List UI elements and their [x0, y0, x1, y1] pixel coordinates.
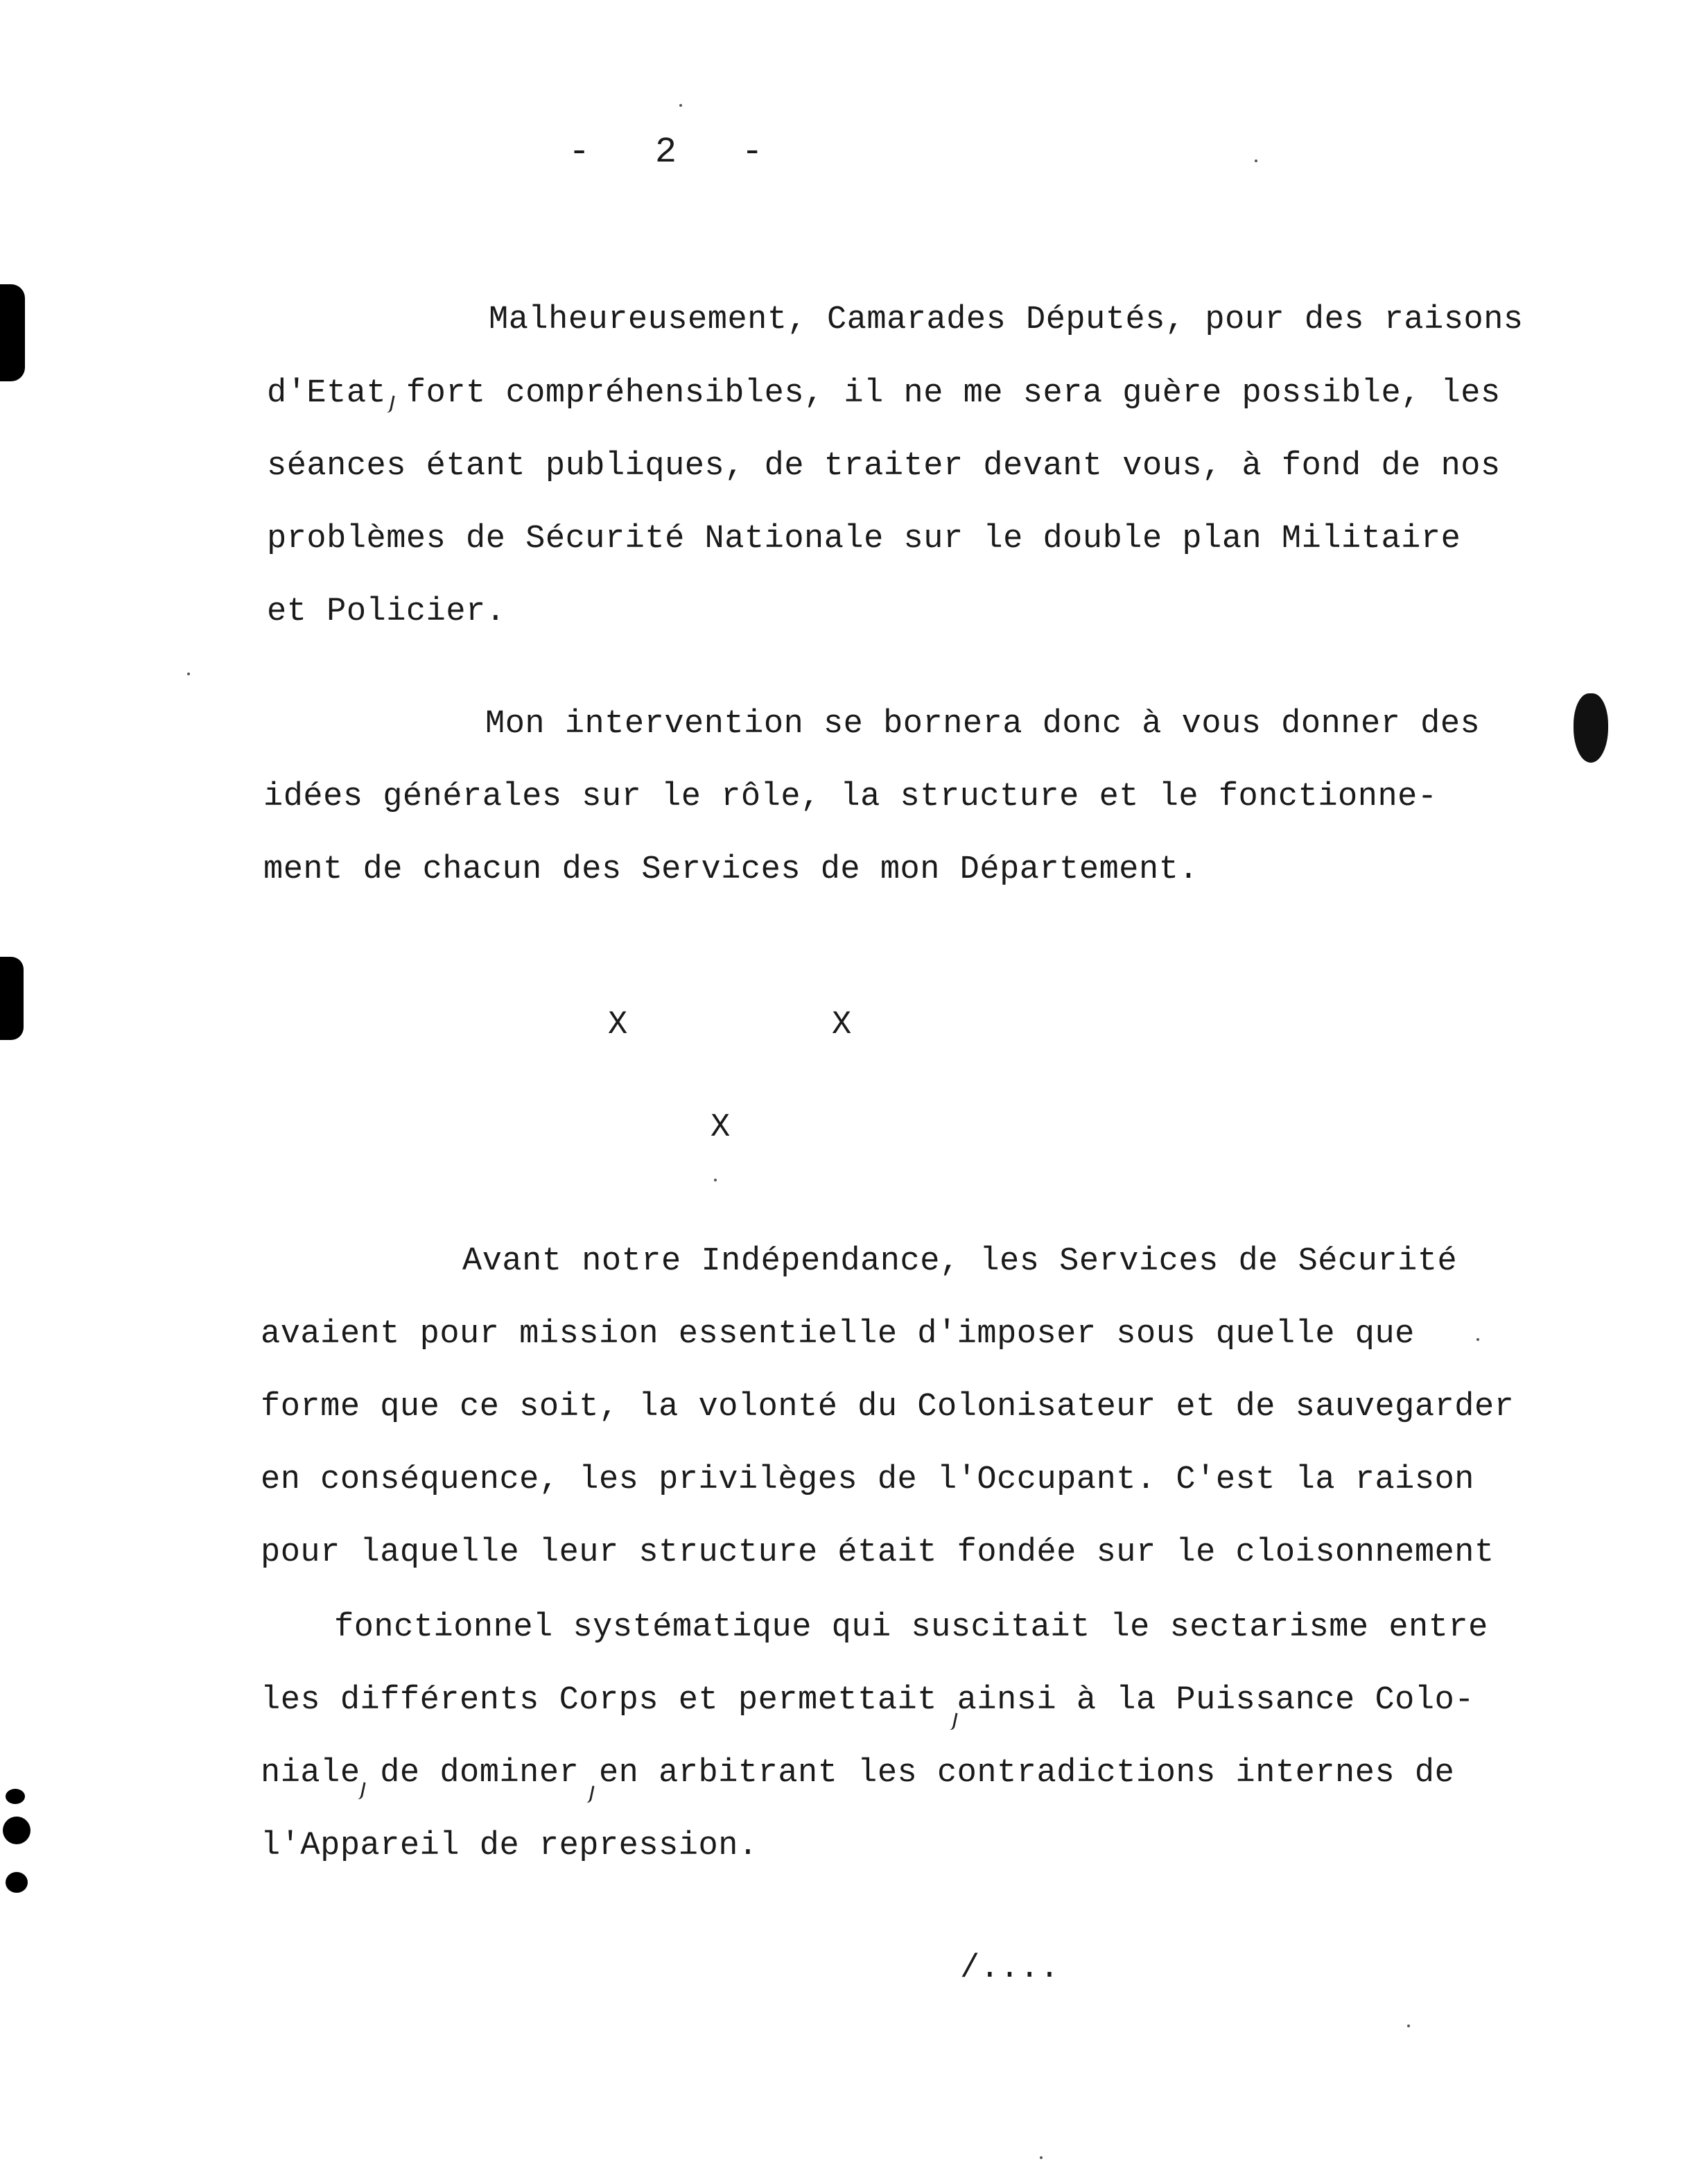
binder-hole-middle [0, 957, 24, 1040]
paragraph-3-line-7: les différents Corps et permettait ainsi à la Puissance Colo- [261, 1682, 1474, 1719]
scan-speck [187, 673, 190, 675]
ink-blot [6, 1789, 25, 1804]
paragraph-3-line-6: fonctionnel systématique qui suscitait le sectarisme entre [334, 1609, 1488, 1646]
ink-blot [6, 1872, 28, 1893]
paragraph-3-line-1: Avant notre Indépendance, les Services de Sécurité [462, 1243, 1458, 1280]
paragraph-1-line-3: séances étant publiques, de traiter devant vous, à fond de nos [267, 448, 1501, 485]
paragraph-1-line-2: d'Etat fort compréhensibles, il ne me sera guère possible, les [267, 375, 1501, 412]
page-number: - 2 - [568, 132, 763, 173]
scan-speck [1476, 1338, 1479, 1341]
paragraph-3-line-3: forme que ce soit, la volonté du Colonisateur et de sauvegarder [261, 1389, 1515, 1425]
paragraph-1-line-5: et Policier. [267, 593, 506, 630]
paragraph-3-line-8: niale de dominer en arbitrant les contradictions internes de [261, 1755, 1455, 1792]
scan-speck [1255, 159, 1257, 162]
separator-mark-left: X [608, 1007, 628, 1043]
scan-speck [1040, 2156, 1043, 2159]
paragraph-3-line-2: avaient pour mission essentielle d'imposer sous quelle que [261, 1316, 1415, 1353]
paragraph-2-line-1: Mon intervention se bornera donc à vous donner des [485, 706, 1481, 743]
scan-speck [679, 104, 682, 107]
paragraph-3-line-4: en conséquence, les privilèges de l'Occupant. C'est la raison [261, 1462, 1474, 1498]
paragraph-3-line-9: l'Appareil de repression. [261, 1828, 758, 1864]
separator-mark-center: X [711, 1109, 731, 1146]
paragraph-1-line-4: problèmes de Sécurité Nationale sur le double plan Militaire [267, 521, 1461, 557]
paragraph-1-line-1: Malheureusement, Camarades Députés, pour des raisons [489, 302, 1524, 338]
paragraph-2-line-2: idées générales sur le rôle, la structure et le fonctionne- [263, 779, 1438, 815]
paragraph-2-line-3: ment de chacun des Services de mon Département. [263, 851, 1199, 888]
binder-hole-top [0, 284, 25, 381]
continuation-mark: /.... [960, 1950, 1060, 1987]
separator-mark-right: X [832, 1007, 852, 1043]
scan-speck [714, 1179, 717, 1181]
paragraph-3-line-5: pour laquelle leur structure était fondée sur le cloisonnement [261, 1534, 1494, 1571]
ink-blot [3, 1817, 31, 1844]
scan-speck [1407, 2025, 1410, 2027]
ink-blot [1574, 693, 1608, 763]
